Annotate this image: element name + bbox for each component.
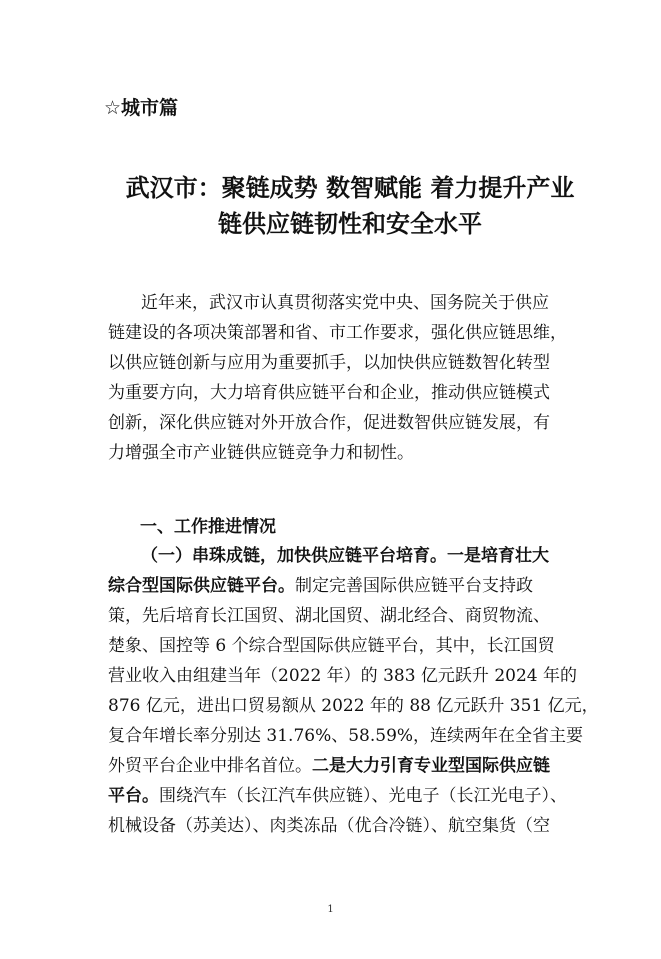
paragraph-line: 复合年增长率分别达 31.76%、58.59%，连续两年在全省主要 <box>108 726 584 746</box>
intro-paragraph <box>108 288 596 468</box>
paragraph-line <box>108 571 596 601</box>
bold-phrase: 综合型国际供应链平台。 <box>108 576 295 596</box>
paragraph-line: 876 亿元，进出口贸易额从 2022 年的 88 亿元跃升 351 亿元， <box>108 696 599 716</box>
paragraph-line: 策，先后培育长江国贸、湖北国贸、湖北经合、商贸物流、 <box>108 606 550 626</box>
paragraph-line: （一）串珠成链，加快供应链平台培育。一是培育壮大 <box>141 546 549 566</box>
plain-phrase: 外贸平台企业中排名首位。 <box>108 756 312 776</box>
plain-phrase: 围绕汽车（长江汽车供应链）、光电子（长江光电子）、 <box>159 786 567 806</box>
title-line-2: 链供应链韧性和安全水平 <box>218 209 482 238</box>
plain-phrase: 制定完善国际供应链平台支持政 <box>295 576 533 596</box>
paragraph-line: 近年来，武汉市认真贯彻落实党中央、国务院关于供应 <box>141 293 549 313</box>
main-paragraph <box>108 541 599 841</box>
document-title <box>100 170 600 242</box>
section-heading: 一、工作推进情况 <box>140 517 276 537</box>
paragraph-line: 链建设的各项决策部署和省、市工作要求，强化供应链思维， <box>108 323 567 343</box>
bold-phrase: 平台。 <box>108 786 159 806</box>
paragraph-line <box>108 781 596 811</box>
page-number: 1 <box>327 904 334 915</box>
paragraph-line: 楚象、国控等 6 个综合型国际供应链平台，其中，长江国贸 <box>108 636 555 656</box>
paragraph-line: 营业收入由组建当年（2022 年）的 383 亿元跃升 2024 年的 <box>108 666 577 686</box>
paragraph-line: 为重要方向，大力培育供应链平台和企业，推动供应链模式 <box>108 383 550 403</box>
paragraph-line: 力增强全市产业链供应链竞争力和韧性。 <box>108 443 414 463</box>
paragraph-line: 创新，深化供应链对外开放合作，促进数智供应链发展，有 <box>108 413 550 433</box>
title-line-1: 武汉市：聚链成势 数智赋能 着力提升产业 <box>125 173 575 202</box>
bold-phrase: 二是大力引育专业型国际供应链 <box>312 756 550 776</box>
paragraph-line <box>108 751 596 781</box>
section-tag: ☆城市篇 <box>104 97 179 119</box>
paragraph-line: 机械设备（苏美达）、肉类冻品（优合冷链）、航空集货（空 <box>108 816 550 836</box>
paragraph-line: 以供应链创新与应用为重要抓手，以加快供应链数智化转型 <box>108 353 550 373</box>
